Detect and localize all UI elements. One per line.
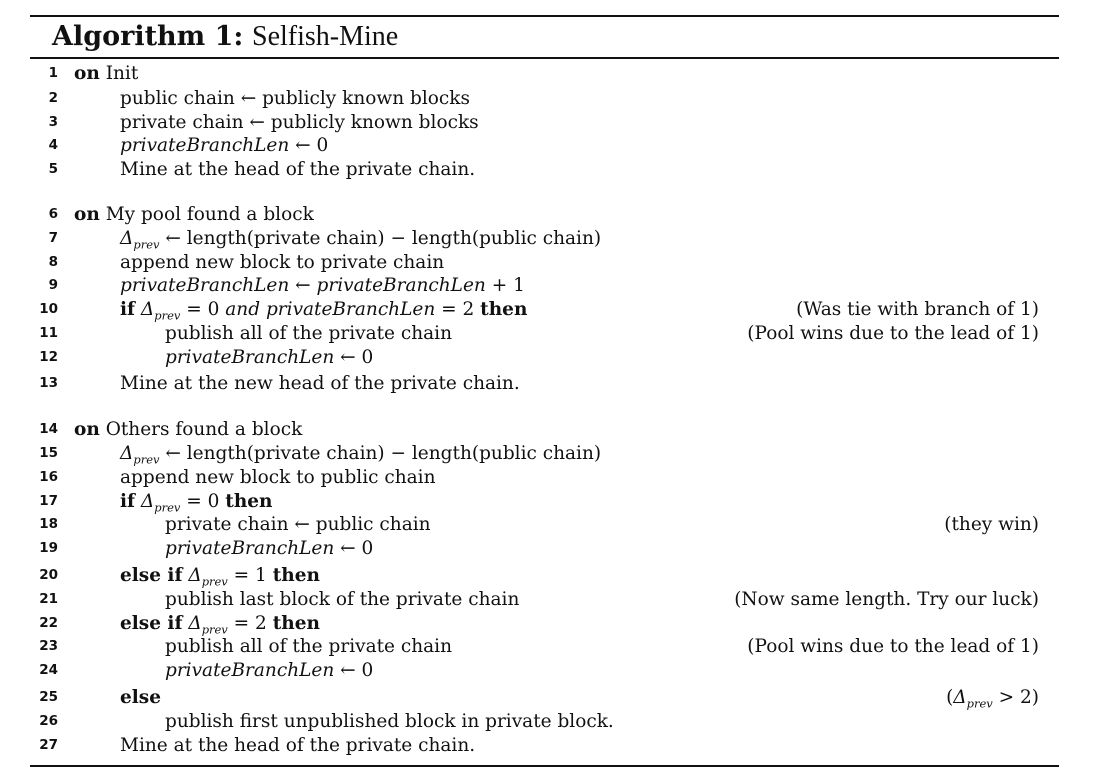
delta-subscript: prev — [201, 574, 228, 589]
line-number: 12 — [39, 349, 58, 365]
algorithm-line — [0, 111, 1098, 135]
delta-symbol: Δ — [140, 491, 155, 512]
algorithm-line — [0, 87, 1098, 111]
code-text — [74, 418, 302, 442]
code-text — [74, 62, 138, 86]
line-number: 1 — [48, 65, 58, 81]
line-number: 26 — [39, 713, 58, 729]
line-number: 19 — [39, 540, 58, 556]
variable: privateBranchLen — [120, 275, 290, 296]
keyword-else-if: else if — [120, 565, 183, 586]
line-number: 25 — [39, 689, 58, 705]
variable: privateBranchLen — [165, 347, 335, 368]
code-text: private chain ← public chain — [165, 514, 431, 535]
algorithm-line — [0, 659, 1098, 683]
line-number: 24 — [39, 662, 58, 678]
keyword-if: if — [120, 299, 135, 320]
code-fragment: Others found a block — [105, 419, 303, 440]
algorithm-line — [0, 588, 1098, 612]
code-fragment: = 2 — [435, 299, 481, 320]
variable: privateBranchLen — [316, 275, 486, 296]
line-number: 8 — [48, 254, 58, 270]
keyword-then: then — [272, 565, 320, 586]
delta-symbol: Δ — [120, 443, 134, 464]
code-text: public chain ← publicly known blocks — [120, 88, 470, 109]
algorithm-line — [0, 418, 1098, 442]
code-text: publish last block of the private chain — [165, 589, 520, 610]
line-number: 14 — [39, 421, 58, 437]
algorithm-line — [0, 513, 1098, 537]
code-text: publish first unpublished block in private block. — [165, 711, 614, 732]
algorithm-line — [0, 734, 1098, 758]
code-fragment: ← 0 — [334, 660, 374, 681]
line-number: 20 — [39, 567, 58, 583]
line-number: 10 — [39, 301, 58, 317]
delta-symbol: Δ — [188, 613, 202, 634]
algorithm-line — [0, 274, 1098, 298]
code-text: publish all of the private chain — [165, 323, 452, 344]
line-number: 7 — [48, 230, 58, 246]
code-fragment: My pool found a block — [105, 204, 314, 225]
comment: (Pool wins due to the lead of 1) — [747, 323, 1039, 344]
algorithm-line — [0, 490, 1098, 514]
keyword-if: if — [120, 491, 135, 512]
code-text — [165, 537, 373, 561]
delta-symbol: Δ — [140, 299, 155, 320]
keyword-on: on — [74, 419, 100, 440]
line-number: 15 — [39, 445, 58, 461]
keyword-then: then — [225, 491, 273, 512]
line-number: 23 — [39, 638, 58, 654]
code-text: Mine at the head of the private chain. — [120, 159, 476, 180]
algorithm-line — [0, 134, 1098, 158]
algorithm-line — [0, 537, 1098, 561]
code-text — [120, 274, 525, 298]
algorithm-line — [0, 158, 1098, 182]
code-fragment: + 1 — [485, 275, 525, 296]
line-number: 9 — [48, 277, 58, 293]
variable: privateBranchLen — [165, 538, 335, 559]
delta-subscript: prev — [154, 500, 181, 515]
delta-symbol: Δ — [188, 565, 202, 586]
variable: privateBranchLen — [120, 135, 290, 156]
code-text: Mine at the new head of the private chain. — [120, 373, 520, 394]
keyword-on: on — [74, 63, 100, 84]
comment: (Now same length. Try our luck) — [734, 589, 1039, 610]
algorithm-line — [0, 564, 1098, 588]
line-number: 2 — [48, 90, 58, 106]
line-number: 27 — [39, 737, 58, 753]
delta-symbol: Δ — [953, 687, 967, 708]
line-number: 6 — [48, 206, 58, 222]
code-fragment: ← — [289, 275, 317, 296]
line-number: 5 — [48, 161, 58, 177]
header-rule — [30, 57, 1059, 59]
algorithm-line — [0, 635, 1098, 659]
comment-fragment: ( — [946, 687, 954, 708]
delta-subscript: prev — [966, 696, 993, 711]
comment: (Pool wins due to the lead of 1) — [747, 636, 1039, 657]
keyword-then: then — [480, 299, 528, 320]
code-text: Mine at the head of the private chain. — [120, 735, 476, 756]
code-text — [165, 659, 373, 683]
algorithm-line — [0, 686, 1098, 710]
code-fragment: = 2 — [227, 613, 273, 634]
keyword-else: else — [120, 687, 161, 708]
algorithm-name: Selfish-Mine — [252, 21, 399, 52]
delta-subscript: prev — [133, 452, 160, 467]
algorithm-line — [0, 710, 1098, 734]
algorithm-line — [0, 298, 1098, 322]
keyword-and: and — [225, 299, 261, 320]
code-text — [120, 686, 161, 710]
code-fragment: ← 0 — [289, 135, 329, 156]
variable: privateBranchLen — [265, 299, 436, 320]
line-number: 17 — [39, 493, 58, 509]
line-number: 18 — [39, 516, 58, 532]
code-fragment: ← 0 — [334, 538, 374, 559]
code-text: append new block to private chain — [120, 252, 445, 273]
line-number: 13 — [39, 375, 58, 391]
code-text: publish all of the private chain — [165, 636, 452, 657]
code-fragment: = 1 — [227, 565, 273, 586]
code-fragment: ← length(private chain) − length(public chain) — [159, 443, 602, 464]
line-number: 3 — [48, 114, 58, 130]
algorithm-line — [0, 227, 1098, 251]
comment: (they win) — [944, 514, 1039, 535]
keyword-then: then — [272, 613, 320, 634]
keyword-on: on — [74, 204, 100, 225]
algorithm-title — [52, 17, 398, 57]
comment-fragment: > 2) — [992, 687, 1039, 708]
code-fragment: ← length(private chain) − length(public chain) — [159, 228, 602, 249]
algorithm-line — [0, 372, 1098, 396]
code-text: private chain ← publicly known blocks — [120, 112, 479, 133]
algorithm-line — [0, 251, 1098, 275]
code-fragment: Init — [105, 63, 139, 84]
algorithm-line — [0, 442, 1098, 466]
code-text — [74, 203, 314, 227]
algorithm-line — [0, 612, 1098, 636]
delta-subscript: prev — [154, 308, 181, 323]
code-fragment: = 0 — [180, 299, 226, 320]
keyword-else-if: else if — [120, 613, 183, 634]
algorithm-line — [0, 322, 1098, 346]
algorithm-line — [0, 466, 1098, 490]
variable: privateBranchLen — [165, 660, 335, 681]
code-text — [120, 134, 328, 158]
code-text: append new block to public chain — [120, 467, 436, 488]
bottom-rule — [30, 765, 1059, 767]
line-number: 11 — [39, 325, 58, 341]
algorithm-line — [0, 346, 1098, 370]
algorithm-line — [0, 203, 1098, 227]
line-number: 22 — [39, 615, 58, 631]
delta-symbol: Δ — [120, 228, 134, 249]
line-number: 21 — [39, 591, 58, 607]
code-text — [165, 346, 373, 370]
algorithm-line — [0, 62, 1098, 86]
line-number: 4 — [48, 137, 58, 153]
delta-subscript: prev — [133, 237, 160, 252]
code-fragment: = 0 — [180, 491, 226, 512]
delta-subscript: prev — [201, 622, 228, 637]
code-fragment: ← 0 — [334, 347, 374, 368]
comment: (Was tie with branch of 1) — [796, 299, 1039, 320]
line-number: 16 — [39, 469, 58, 485]
algorithm-label: Algorithm 1: — [52, 21, 244, 52]
